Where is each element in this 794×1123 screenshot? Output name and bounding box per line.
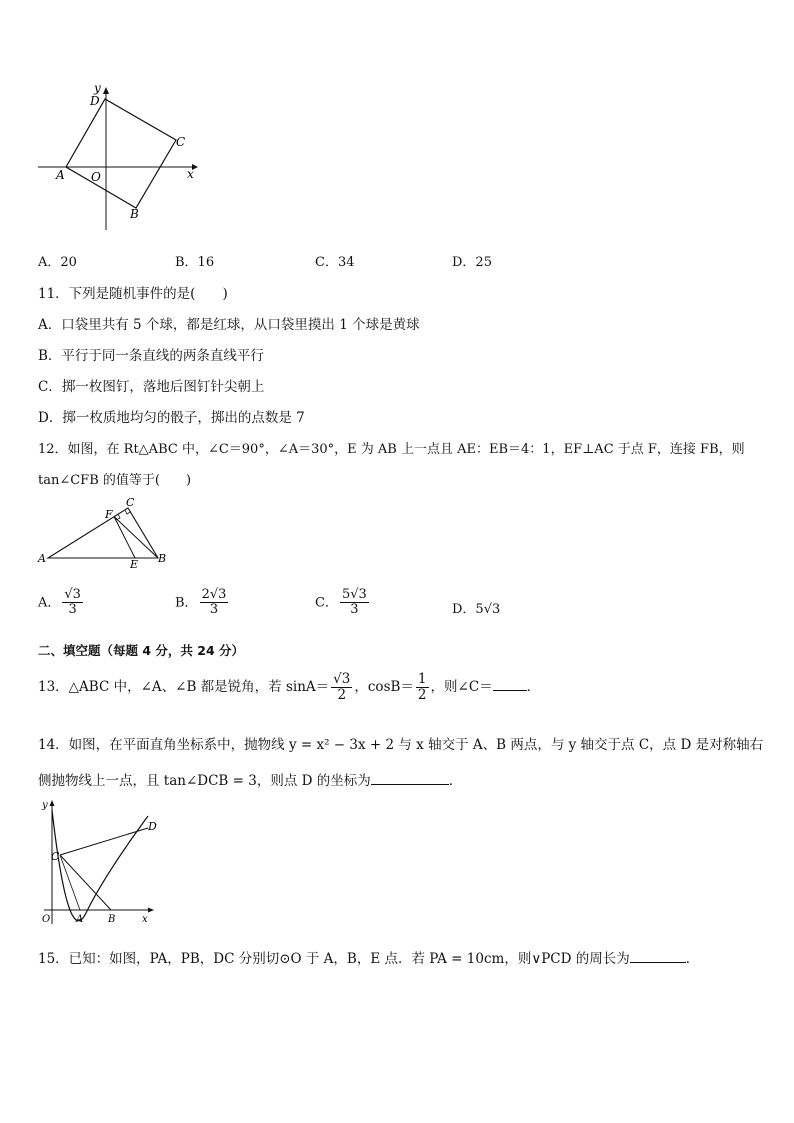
q12-option-c: C． $\frac{5√3}{3}$ bbox=[315, 587, 367, 618]
q11-stem: 11．下列是随机事件的是( ) bbox=[38, 286, 228, 302]
q12-fig-label-e: E bbox=[130, 558, 139, 571]
q12-fig-label-f: F bbox=[105, 508, 113, 521]
parabola-figure bbox=[38, 798, 162, 928]
q10-option-c: C．34 bbox=[315, 255, 355, 270]
fig1-label-y: y bbox=[94, 81, 101, 95]
q14-stem-line1: 14．如图，在平面直角坐标系中，抛物线 y = x² − 3x + 2 与 x 轴交于 A、B 两点，与 y 轴交于点 C，点 D 是对称轴右 bbox=[38, 737, 764, 753]
q12-fig-label-b: B bbox=[158, 552, 167, 565]
q11-option-c: C．掷一枚图钉，落地后图钉针尖朝上 bbox=[38, 379, 265, 395]
q15-stem: 15．已知：如图，PA，PB，DC 分别切⊙O 于 A，B，E 点．若 PA = 10cm，则∨PCD 的周长为 ． bbox=[38, 951, 700, 967]
q14-fig-label-d: D bbox=[148, 820, 157, 833]
q10-option-a: A．20 bbox=[38, 255, 77, 270]
q14-fig-label-o: O bbox=[42, 914, 51, 925]
square-coordinate-figure bbox=[34, 80, 204, 230]
fig1-label-x: x bbox=[187, 167, 194, 181]
q14-fig-label-y: y bbox=[42, 800, 48, 811]
fig1-label-o: O bbox=[91, 170, 101, 184]
q12-option-d: D．5√3 bbox=[452, 602, 501, 617]
q12-stem-line2: tan∠CFB 的值等于( ) bbox=[38, 473, 192, 488]
triangle-figure bbox=[36, 496, 172, 572]
q12-fig-label-c: C bbox=[126, 496, 135, 509]
q14-answer-blank bbox=[371, 772, 449, 785]
q15-answer-blank bbox=[630, 950, 686, 963]
q14-fig-label-a: A bbox=[76, 914, 84, 925]
q10-option-d: D．25 bbox=[452, 255, 492, 270]
q13-answer-blank bbox=[493, 678, 527, 691]
q12-fig-label-a: A bbox=[38, 552, 46, 565]
q14-stem-line2: 侧抛物线上一点，且 tan∠DCB = 3，则点 D 的坐标为 ． bbox=[38, 773, 463, 789]
q14-fig-label-c: C bbox=[51, 850, 60, 863]
q12-option-b: B． $\frac{2√3}{3}$ bbox=[175, 587, 227, 618]
q10-option-b: B．16 bbox=[175, 255, 215, 270]
fig1-label-b: B bbox=[130, 207, 139, 221]
q12-option-a: A． $\frac{√3}{3}$ bbox=[38, 587, 81, 618]
q14-fig-label-b: B bbox=[108, 914, 116, 925]
q13: 13．△ABC 中，∠A、∠B 都是锐角，若 sinA＝ $\frac{√3}{2}$ ，cosB＝ $\frac{1}{2}$ ，则∠C＝ ． bbox=[38, 671, 541, 703]
q14-fig-label-x: x bbox=[142, 914, 148, 925]
q11-option-a: A．口袋里共有 5 个球，都是红球，从口袋里摸出 1 个球是黄球 bbox=[38, 317, 420, 333]
fig1-label-c: C bbox=[176, 135, 186, 149]
fig1-label-d: D bbox=[90, 94, 100, 108]
q11-option-d: D．掷一枚质地均匀的骰子，掷出的点数是 7 bbox=[38, 410, 305, 426]
q12-stem-line1: 12．如图，在 Rt△ABC 中，∠C＝90°，∠A＝30°，E 为 AB 上一点且 AE：EB＝4：1，EF⊥AC 于点 F，连接 FB，则 bbox=[38, 442, 745, 457]
q11-option-b: B．平行于同一条直线的两条直线平行 bbox=[38, 348, 264, 364]
fig1-label-a: A bbox=[56, 168, 65, 182]
section-heading: 二、填空题（每题 4 分，共 24 分） bbox=[38, 643, 245, 658]
